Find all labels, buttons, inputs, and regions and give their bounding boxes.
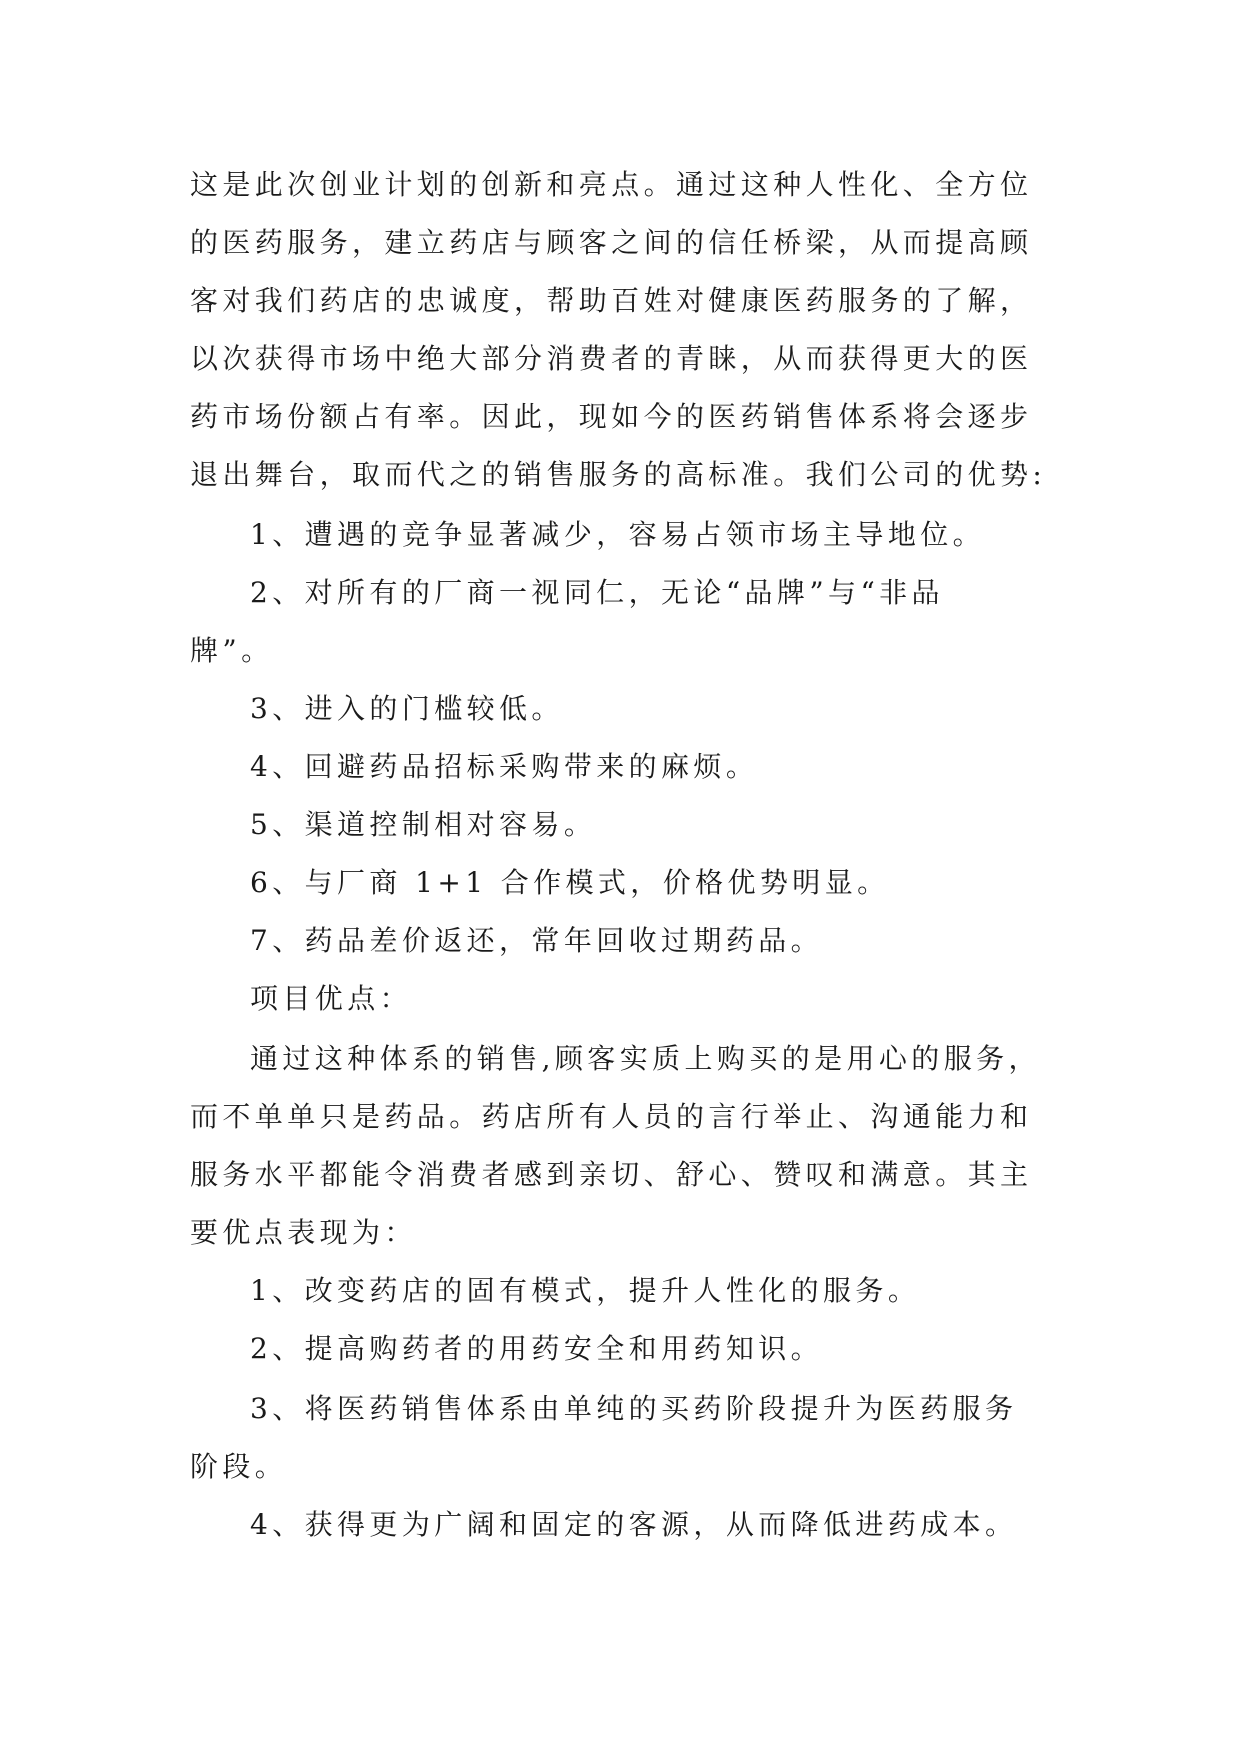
paragraph-line: 通过这种体系的销售,顾客实质上购买的是用心的服务， [250, 1042, 1041, 1075]
list-item: 6、与厂商 1+1 合作模式，价格优势明显。 [250, 866, 890, 899]
paragraph-line: 药市场份额占有率。因此，现如今的医药销售体系将会逐步 [190, 400, 1033, 433]
list-item-continuation: 阶段。 [190, 1450, 288, 1483]
paragraph-line: 要优点表现为： [190, 1216, 417, 1249]
list-item: 4、回避药品招标采购带来的麻烦。 [250, 750, 759, 783]
paragraph-line: 退出舞台，取而代之的销售服务的高标准。我们公司的优势: [190, 458, 1047, 491]
section-heading: 项目优点： [250, 982, 413, 1015]
list-item: 1、改变药店的固有模式，提升人性化的服务。 [250, 1274, 921, 1307]
list-item: 3、将医药销售体系由单纯的买药阶段提升为医药服务 [250, 1392, 1018, 1425]
paragraph-line: 而不单单只是药品。药店所有人员的言行举止、沟通能力和 [190, 1100, 1033, 1133]
list-item: 4、获得更为广阔和固定的客源，从而降低进药成本。 [250, 1508, 1018, 1541]
paragraph-line: 的医药服务，建立药店与顾客之间的信任桥梁，从而提高顾 [190, 226, 1033, 259]
list-item: 2、对所有的厂商一视同仁，无论“品牌”与“非品 [250, 576, 944, 609]
paragraph-line: 这是此次创业计划的创新和亮点。通过这种人性化、全方位 [190, 168, 1033, 201]
list-item-continuation: 牌”。 [190, 634, 274, 667]
paragraph-line: 客对我们药店的忠诚度，帮助百姓对健康医药服务的了解， [190, 284, 1033, 317]
list-item: 2、提高购药者的用药安全和用药知识。 [250, 1332, 824, 1365]
list-item: 3、进入的门槛较低。 [250, 692, 564, 725]
list-item: 1、遭遇的竞争显著减少，容易占领市场主导地位。 [250, 518, 986, 551]
list-item: 7、药品差价返还，常年回收过期药品。 [250, 924, 824, 957]
paragraph-line: 以次获得市场中绝大部分消费者的青睐，从而获得更大的医 [190, 342, 1033, 375]
list-item: 5、渠道控制相对容易。 [250, 808, 597, 841]
paragraph-line: 服务水平都能令消费者感到亲切、舒心、赞叹和满意。其主 [190, 1158, 1033, 1191]
